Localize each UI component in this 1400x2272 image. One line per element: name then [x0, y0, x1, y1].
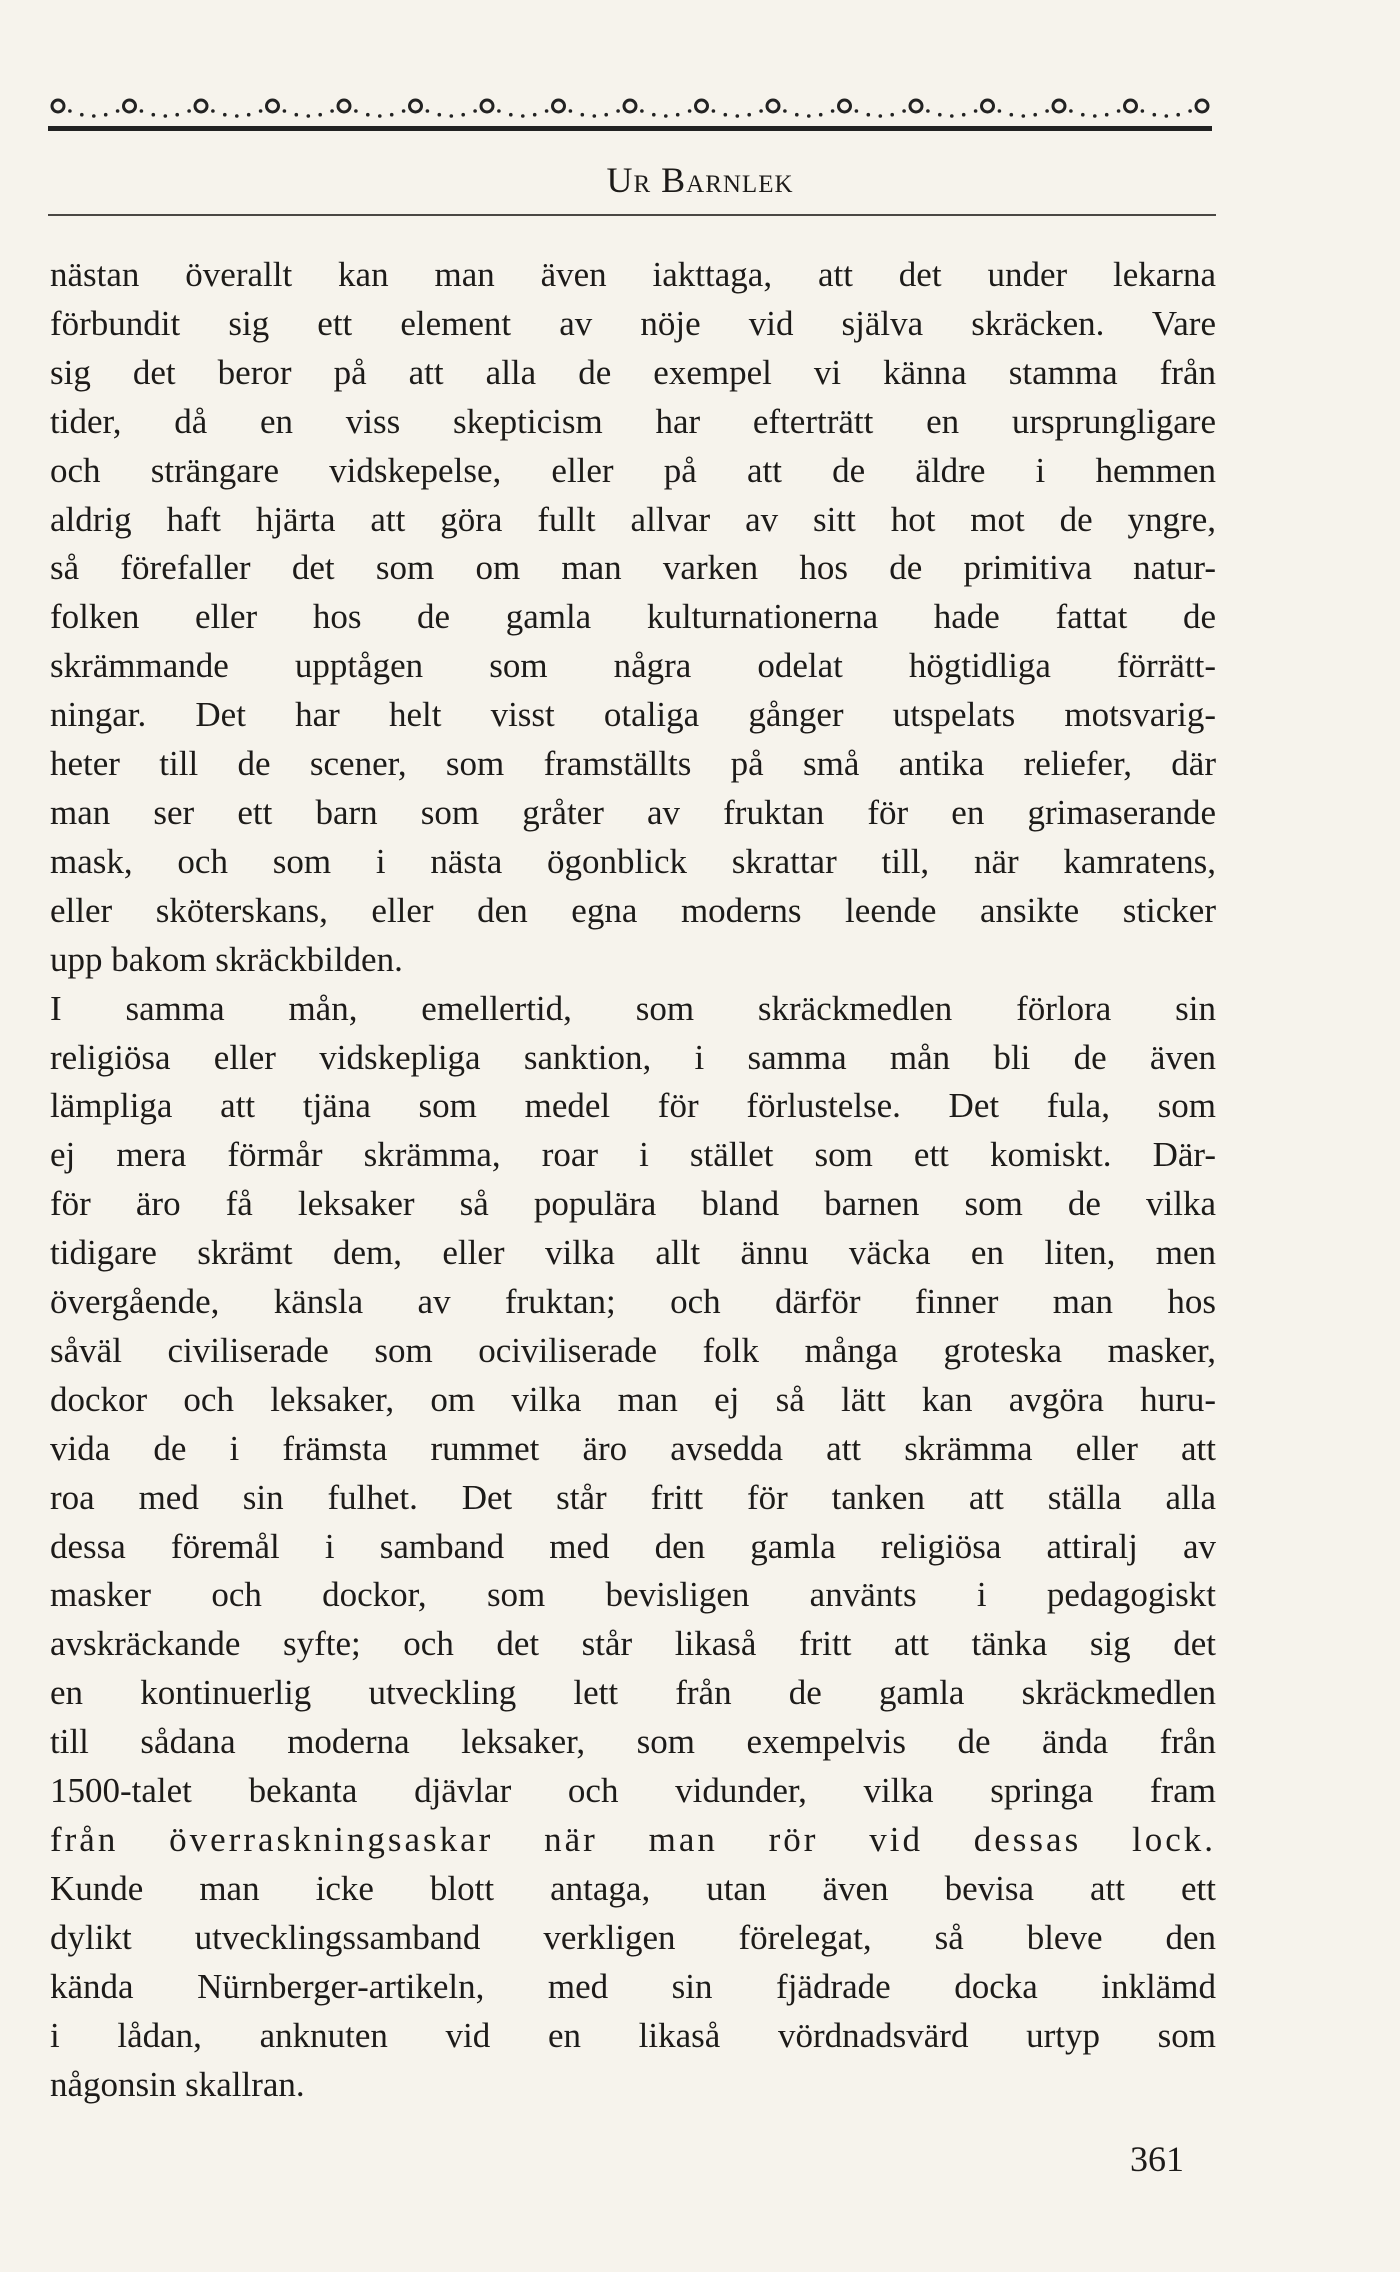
ornament-ring — [553, 100, 565, 112]
ornament-dot — [164, 114, 168, 118]
ornament-dot — [676, 113, 680, 117]
text-line: till sådana moderna leksaker, som exempelvis de ända från — [50, 1722, 1216, 1762]
ornament-ring — [910, 100, 922, 112]
ornament-dot — [247, 113, 251, 117]
ornament-dot — [581, 113, 585, 117]
text-line: ej mera förmår skrämma, roar i stället som ett komiskt. Där- — [50, 1135, 1216, 1175]
text-line: roa med sin fulhet. Det står fritt för tanken att ställa alla — [50, 1477, 1216, 1517]
text-line: man ser ett barn som gråter av fruktan för en grimaserande — [50, 792, 1216, 832]
ornament-dot — [902, 109, 906, 113]
ornament-dot — [545, 109, 549, 113]
ornament-dot — [1105, 113, 1109, 117]
text-line: och strängare vidskepelse, eller på att de äldre i hemmen — [50, 450, 1216, 490]
ornament-dot — [593, 114, 597, 118]
text-line: nästan överallt kan man även iakttaga, att det under lekarna — [50, 255, 1216, 294]
ornament-dot — [569, 109, 573, 113]
ornament-dot — [1022, 114, 1026, 118]
ornament-dot — [938, 113, 942, 117]
text-line: tider, då en viss skepticism har efterträtt en ursprungligare — [50, 401, 1216, 441]
ornament-dot — [664, 114, 668, 118]
ornament-dot — [187, 109, 191, 113]
ornament-ring — [982, 100, 994, 112]
ornament-dot — [652, 113, 656, 117]
ornament-dot — [509, 113, 513, 117]
ornament-ring — [1053, 100, 1065, 112]
text-line: en kontinuerlig utveckling lett från de gamla skräckmedlen — [50, 1673, 1216, 1713]
ornament-dot — [330, 109, 334, 113]
ornament-dot — [1153, 113, 1157, 117]
ornament-ring — [52, 100, 64, 112]
ornament-dot — [974, 109, 978, 113]
ornament-ring — [124, 100, 136, 112]
ornament-dot — [366, 113, 370, 117]
ornament-dot — [1117, 109, 1121, 113]
ornament-dot — [998, 109, 1002, 113]
ornament-dot — [819, 113, 823, 117]
text-line: 1500-talet bekanta djävlar och vidunder, vilka springa fram — [50, 1771, 1216, 1811]
ornament-dot — [259, 109, 263, 113]
ornament-dot — [1093, 114, 1097, 118]
ornament-dot — [747, 113, 751, 117]
ornament-ring — [481, 100, 493, 112]
ornament-dot — [175, 113, 179, 117]
text-line: mask, och som i nästa ögonblick skrattar till, när kamratens, — [50, 841, 1216, 881]
ornament-dot — [736, 114, 740, 118]
ornament-dot — [426, 109, 430, 113]
ornament-ring — [767, 100, 779, 112]
running-head: Ur Barnlek — [606, 160, 794, 200]
ornament-dot — [497, 109, 501, 113]
text-line: kända Nürnberger-artikeln, med sin fjädrade docka inklämd — [50, 1966, 1216, 2006]
text-line: religiösa eller vidskepliga sanktion, i samma mån bli de även — [50, 1037, 1216, 1077]
header-rule — [48, 214, 1216, 216]
ornament-dot — [92, 114, 96, 118]
text-line: skrämmande upptågen som några odelat högtidliga förrätt- — [50, 646, 1216, 686]
ornament-ring — [839, 100, 851, 112]
text-line: I samma mån, emellertid, som skräckmedlen förlora sin — [50, 988, 1216, 1028]
text-line: förbundit sig ett element av nöje vid själva skräcken. Vare — [50, 303, 1216, 343]
text-line: ningar. Det har helt visst otaliga gånger utspelats motsvarig- — [50, 695, 1216, 735]
text-line: vida de i främsta rummet äro avsedda att skrämma eller att — [50, 1428, 1216, 1468]
ornament-dot — [783, 109, 787, 113]
page-number: 361 — [1130, 2139, 1184, 2179]
ornament-dot — [759, 109, 763, 113]
ornament-dot — [640, 109, 644, 113]
ornament-ring — [696, 100, 708, 112]
text-line: dockor och leksaker, om vilka man ej så lätt kan avgöra huru- — [50, 1379, 1216, 1419]
text-line: såväl civiliserade som ociviliserade folk många groteska masker, — [50, 1330, 1216, 1370]
ornament-ring — [1125, 100, 1137, 112]
ornament-dot — [295, 113, 299, 117]
ornament-dot — [1045, 109, 1049, 113]
ornament-dot — [1165, 114, 1169, 118]
ornament-dot — [879, 114, 883, 118]
ornament-dot — [1081, 113, 1085, 117]
ornament-dot — [283, 109, 287, 113]
ornament-ring — [195, 100, 207, 112]
ornament-dot — [521, 114, 525, 118]
ornament-dot — [354, 109, 358, 113]
text-line: eller sköterskans, eller den egna moderns leende ansikte sticker — [50, 890, 1216, 930]
ornament-dot — [318, 113, 322, 117]
ornament-dot — [604, 113, 608, 117]
text-line: tidigare skrämt dem, eller vilka allt ännu väcka en liten, men — [50, 1233, 1216, 1273]
ornament-dot — [926, 109, 930, 113]
ornament-ring — [338, 100, 350, 112]
ornament-dot — [223, 113, 227, 117]
ornament-dot — [1141, 109, 1145, 113]
body-text — [50, 251, 1216, 2109]
ornament-dot — [378, 114, 382, 118]
text-line: avskräckande syfte; och det står likaså fritt att tänka sig det — [50, 1624, 1216, 1664]
ornament-dot — [235, 114, 239, 118]
ornament-dot — [950, 114, 954, 118]
ornament-dot — [402, 109, 406, 113]
ornament-dot — [473, 109, 477, 113]
text-line: folken eller hos de gamla kulturnationerna hade fattat de — [50, 597, 1216, 637]
text-line: upp bakom skräckbilden. — [50, 939, 403, 979]
ornament-ring — [624, 100, 636, 112]
text-line: masker och dockor, som bevisligen använts i pedagogiskt — [50, 1575, 1216, 1615]
header-ornament — [48, 92, 1212, 136]
ornament-dot — [461, 113, 465, 117]
ornament-dot — [1069, 109, 1073, 113]
ornament-dot — [855, 109, 859, 113]
ornament-dot — [795, 113, 799, 117]
ornament-ring — [267, 100, 279, 112]
ornament-dot — [1010, 113, 1014, 117]
ornament-dot — [807, 114, 811, 118]
text-line: dessa föremål i samband med den gamla religiösa attiralj av — [50, 1526, 1216, 1566]
ornament-dot — [1188, 109, 1192, 113]
ornament-dot — [831, 109, 835, 113]
ornament-dot — [104, 113, 108, 117]
text-line: sig det beror på att alla de exempel vi känna stamma från — [50, 352, 1216, 392]
ornament-dot — [211, 109, 215, 113]
ornament-dot — [533, 113, 537, 117]
ornament-dot — [688, 109, 692, 113]
ornament-dot — [438, 113, 442, 117]
text-line: i lådan, anknuten vid en likaså vördnadsvärd urtyp som — [50, 2015, 1216, 2055]
ornament-ring — [1196, 100, 1208, 112]
ornament-dot — [890, 113, 894, 117]
text-line: heter till de scener, som framställts på små antika reliefer, där — [50, 744, 1216, 784]
ornament-dot — [712, 109, 716, 113]
ornament-dot — [724, 113, 728, 117]
text-line: dylikt utvecklingssamband verkligen förelegat, så bleve den — [50, 1917, 1216, 1957]
ornament-dot — [616, 109, 620, 113]
text-line: för äro få leksaker så populära bland barnen som de vilka — [50, 1184, 1216, 1224]
text-line: lämpliga att tjäna som medel för förlustelse. Det fula, som — [50, 1086, 1216, 1126]
ornament-dot — [80, 113, 84, 117]
ornament-dot — [68, 109, 72, 113]
text-line: någonsin skallran. — [50, 2064, 305, 2104]
text-line: från överraskningsaskar när man rör vid dessas lock. — [50, 1820, 1216, 1859]
text-line: så förefaller det som om man varken hos de primitiva natur- — [50, 548, 1216, 588]
ornament-dot — [1176, 113, 1180, 117]
text-line: aldrig haft hjärta att göra fullt allvar av sitt hot mot de yngre, — [50, 499, 1216, 539]
ornament-dot — [307, 114, 311, 118]
ornament-dot — [450, 114, 454, 118]
ornament-dot — [116, 109, 120, 113]
ornament-dot — [152, 113, 156, 117]
ornament-dot — [390, 113, 394, 117]
ornament-ring — [410, 100, 422, 112]
ornament-dot — [962, 113, 966, 117]
text-line: Kunde man icke blott antaga, utan även bevisa att ett — [50, 1868, 1216, 1908]
ornament-dot — [140, 109, 144, 113]
ornament-dot — [867, 113, 871, 117]
ornament-dot — [1033, 113, 1037, 117]
text-line: övergående, känsla av fruktan; och därför finner man hos — [50, 1282, 1216, 1322]
